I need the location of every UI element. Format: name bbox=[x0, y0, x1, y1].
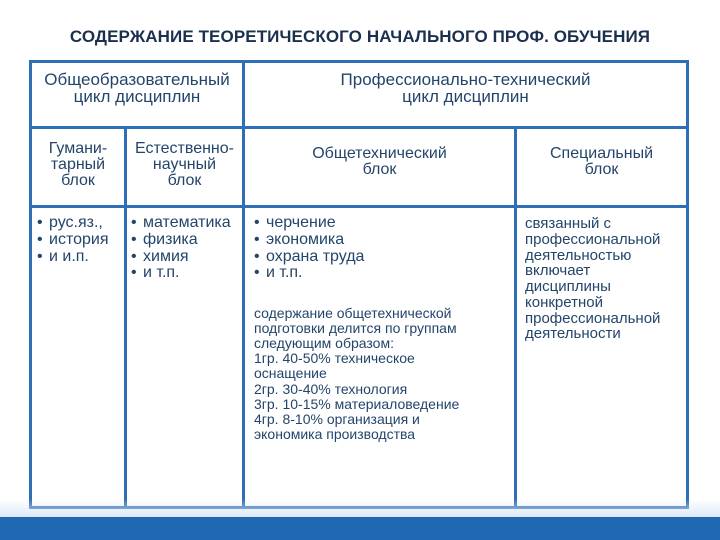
natural-science-item: • физика bbox=[131, 232, 242, 249]
special-block-line-1: Специальный bbox=[549, 145, 654, 162]
humanitarian-item: • и и.п. bbox=[37, 249, 124, 266]
natural-science-block-line-1: Естественно- bbox=[135, 140, 234, 157]
natural-science-item: • и т.п. bbox=[131, 265, 242, 282]
special-block-content-line: деятельностью bbox=[525, 246, 632, 264]
natural-science-item: • химия bbox=[131, 249, 242, 266]
humanitarian-content bbox=[32, 208, 124, 506]
general-technical-item: • черчение bbox=[254, 215, 514, 232]
natural-science-item: • математика bbox=[131, 215, 242, 232]
special-block-content-line: дисциплины bbox=[525, 278, 611, 295]
general-technical-block-line-2: блок bbox=[362, 161, 397, 178]
content-table bbox=[29, 60, 689, 509]
humanitarian-block-line-1: Гумани- bbox=[48, 140, 108, 157]
professional-technical-cycle-line-2: цикл дисциплин bbox=[402, 87, 529, 106]
special-block-header bbox=[517, 129, 686, 205]
slide-title: СОДЕРЖАНИЕ ТЕОРЕТИЧЕСКОГО НАЧАЛЬНОГО ПРОФ. ОБУЧЕНИЯ bbox=[69, 27, 651, 46]
natural-science-block-line-2: научный bbox=[152, 156, 217, 173]
special-block-content-line: профессиональной bbox=[525, 230, 661, 248]
general-technical-item: • охрана труда bbox=[254, 249, 514, 266]
special-block-content-line: связанный с bbox=[525, 215, 612, 232]
humanitarian-item: • история bbox=[37, 232, 124, 249]
general-technical-block-line-1: Общетехнический bbox=[312, 145, 447, 162]
general-technical-note-line: оснащение bbox=[254, 365, 327, 382]
general-technical-note-line: 1гр. 40-50% техническое bbox=[254, 350, 415, 367]
general-technical-note-line: 3гр. 10-15% материаловедение bbox=[254, 395, 460, 412]
natural-science-block-line-3: блок bbox=[167, 172, 202, 189]
general-technical-item: • и т.п. bbox=[254, 265, 514, 282]
general-education-cycle-header bbox=[32, 63, 242, 126]
special-block-content-line: включает bbox=[525, 262, 591, 280]
general-technical-note-line: содержание общетехнической bbox=[254, 305, 452, 321]
humanitarian-block-line-2: тарный bbox=[50, 156, 106, 173]
special-block-content-line: деятельности bbox=[525, 325, 621, 343]
general-technical-note-line: следующим образом: bbox=[254, 335, 394, 352]
professional-technical-cycle-line-1: Профессионально-технический bbox=[340, 70, 591, 89]
general-education-cycle-line-1: Общеобразовательный bbox=[44, 70, 230, 89]
general-technical-note-line: 4гр. 8-10% организация и bbox=[254, 410, 420, 427]
general-technical-block-header bbox=[245, 129, 514, 205]
natural-science-content bbox=[127, 208, 242, 506]
natural-science-block-header bbox=[127, 129, 242, 205]
special-content bbox=[517, 208, 686, 506]
special-block-line-2: блок bbox=[584, 161, 619, 178]
general-technical-note-line: 2гр. 30-40% технология bbox=[254, 380, 408, 397]
general-technical-note-line: подготовки делится по группам bbox=[254, 320, 457, 337]
professional-technical-cycle-header bbox=[245, 63, 686, 126]
general-education-cycle-line-2: цикл дисциплин bbox=[73, 87, 201, 106]
special-block-content-line: конкретной bbox=[525, 293, 603, 311]
footer-gradient bbox=[0, 499, 720, 517]
humanitarian-block-line-3: блок bbox=[61, 172, 95, 189]
footer-bar bbox=[0, 517, 720, 540]
general-technical-content bbox=[245, 208, 514, 506]
special-block-content-line: профессиональной bbox=[525, 309, 661, 327]
general-technical-note-line: экономика производства bbox=[254, 425, 416, 442]
humanitarian-block-header bbox=[32, 129, 124, 205]
humanitarian-item: • рус.яз., bbox=[37, 215, 124, 232]
general-technical-item: • экономика bbox=[254, 232, 514, 249]
